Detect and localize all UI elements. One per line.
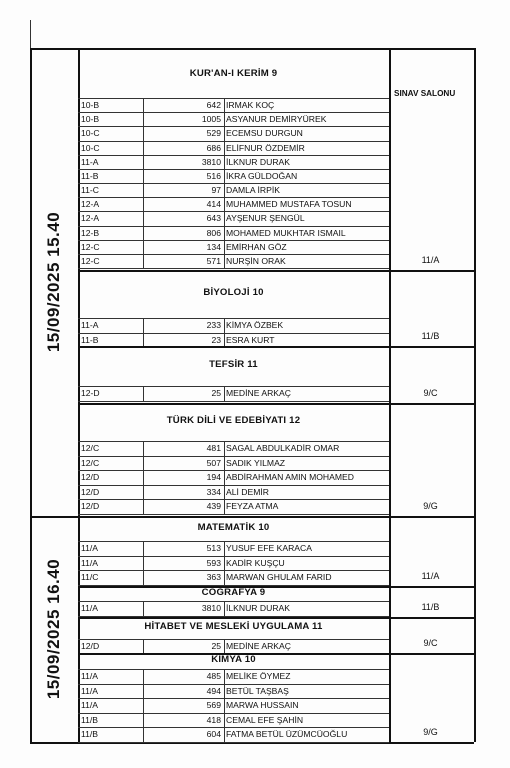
table-cell-student-no: 194 xyxy=(206,472,221,483)
table-cell-class: 10-B xyxy=(81,114,100,125)
table-cell-student-name: FEYZA ATMA xyxy=(226,501,279,512)
row-border xyxy=(78,268,389,269)
table-cell-student-no: 643 xyxy=(206,213,221,224)
table-cell-student-name: KİMYA ÖZBEK xyxy=(226,320,284,330)
exam-hall-label: 9/G xyxy=(423,727,438,737)
session-top-border xyxy=(30,48,474,50)
table-cell-student-name: MEDİNE ARKAÇ xyxy=(226,388,291,398)
cell-border xyxy=(224,211,225,225)
table-cell-student-no: 806 xyxy=(206,227,221,238)
hall-column-border xyxy=(389,403,391,516)
hall-column-border xyxy=(389,48,391,270)
exam-hall-label: 9/C xyxy=(423,638,438,648)
cell-border xyxy=(224,169,225,183)
table-cell-student-no: 507 xyxy=(206,457,221,468)
row-border xyxy=(78,514,389,515)
table-cell-student-name: AYŞENUR ŞENGÜL xyxy=(226,213,305,224)
cell-border xyxy=(224,197,225,211)
table-cell-student-name: NURŞİN ORAK xyxy=(226,255,286,266)
table-cell-student-no: 494 xyxy=(206,685,221,696)
table-cell-student-no: 363 xyxy=(206,572,221,583)
table-cell-student-no: 481 xyxy=(206,443,221,453)
table-cell-class: 11-B xyxy=(81,334,99,345)
cell-border xyxy=(224,541,225,556)
table-cell-student-name: ABDİRAHMAN AMIN MOHAMED xyxy=(226,472,354,483)
group-separator xyxy=(78,403,474,405)
table-cell-student-name: SADIK YILMAZ xyxy=(226,457,286,468)
table-cell-class: 12-B xyxy=(81,227,100,238)
session-date: 15/09/2025 15.40 xyxy=(44,211,63,353)
cell-border xyxy=(224,639,225,654)
cell-border xyxy=(224,333,225,348)
subject-title: TÜRK DİLİ VE EDEBİYATI 12 xyxy=(166,415,301,426)
cell-border xyxy=(224,226,225,240)
cell-border xyxy=(224,126,225,140)
table-cell-student-name: ASYANUR DEMİRYÜREK xyxy=(226,114,327,125)
table-cell-class: 12-C xyxy=(81,241,100,252)
table-cell-student-name: İLKNUR DURAK xyxy=(226,603,290,613)
subject-title: COĞRAFYA 9 xyxy=(201,586,266,598)
cell-border xyxy=(224,155,225,169)
exam-hall-label: 9/C xyxy=(423,388,438,398)
row-border xyxy=(78,742,389,743)
cell-border xyxy=(224,601,225,616)
table-cell-student-name: FATMA BETÜL ÜZÜMCÜOĞLU xyxy=(226,729,348,740)
table-cell-student-no: 513 xyxy=(206,543,221,553)
table-cell-student-no: 604 xyxy=(206,729,221,740)
table-cell-class: 12-A xyxy=(81,213,100,224)
table-cell-student-no: 334 xyxy=(206,486,221,497)
cell-border xyxy=(224,98,225,112)
subject-title: BİYOLOJİ 10 xyxy=(203,287,264,298)
table-cell-student-no: 233 xyxy=(206,320,221,330)
exam-hall-label: 11/A xyxy=(421,571,440,581)
table-cell-student-no: 593 xyxy=(206,557,221,568)
table-cell-class: 12/C xyxy=(81,443,100,453)
table-cell-student-no: 414 xyxy=(206,199,221,210)
table-cell-class: 11-A xyxy=(81,156,99,167)
session-right-border xyxy=(474,516,476,742)
subject-title: TEFSİR 11 xyxy=(209,359,258,370)
cell-border xyxy=(224,485,225,500)
table-cell-student-no: 1005 xyxy=(201,114,221,125)
cell-border xyxy=(224,386,225,401)
table-cell-student-name: DAMLA İRPİK xyxy=(226,185,280,196)
cell-border xyxy=(224,318,225,333)
cell-border xyxy=(224,713,225,728)
table-cell-class: 11/A xyxy=(81,557,99,568)
date-column-border xyxy=(78,48,80,516)
exam-hall-label: 9/G xyxy=(423,501,438,511)
session-date: 15/09/2025 16.40 xyxy=(44,558,63,700)
row-border xyxy=(78,401,389,402)
table-cell-student-no: 569 xyxy=(206,700,221,711)
table-cell-class: 11/B xyxy=(81,729,99,740)
subject-title: HİTABET VE MESLEKİ UYGULAMA 11 xyxy=(144,621,323,632)
subject-title: KUR'AN-I KERİM 9 xyxy=(189,68,278,79)
cell-border xyxy=(224,240,225,254)
table-cell-class: 12/D xyxy=(81,501,100,512)
exam-hall-label: 11/B xyxy=(421,331,440,341)
cell-border xyxy=(224,556,225,571)
group-separator xyxy=(78,346,474,348)
table-cell-class: 11/C xyxy=(81,572,99,583)
table-cell-class: 12-C xyxy=(81,255,100,266)
table-cell-student-name: EMİRHAN GÖZ xyxy=(226,241,287,252)
session-left-border xyxy=(30,48,32,516)
group-separator xyxy=(78,270,474,272)
session-right-border xyxy=(474,48,476,516)
cell-border xyxy=(224,570,225,585)
table-cell-student-name: ALİ DEMİR xyxy=(226,486,269,497)
cell-border xyxy=(224,727,225,742)
subject-title: KİMYA 10 xyxy=(211,654,256,665)
cell-border xyxy=(224,684,225,699)
table-cell-class: 11/B xyxy=(81,714,99,725)
cell-border xyxy=(224,112,225,126)
table-cell-student-no: 686 xyxy=(206,142,221,153)
table-cell-student-name: İKRA GÜLDOĞAN xyxy=(226,170,298,181)
table-cell-student-no: 529 xyxy=(206,128,221,139)
table-cell-student-name: ECEMSU DURGUN xyxy=(226,128,303,139)
table-cell-student-name: YUSUF EFE KARACA xyxy=(226,543,312,553)
table-cell-student-no: 25 xyxy=(211,388,221,398)
table-cell-student-no: 3810 xyxy=(201,156,221,167)
table-cell-student-name: ELİFNUR ÖZDEMİR xyxy=(226,142,305,153)
table-cell-class: 11-C xyxy=(81,185,99,196)
cell-border xyxy=(224,254,225,268)
table-cell-class: 12/D xyxy=(81,486,100,497)
table-cell-student-no: 134 xyxy=(206,241,221,252)
table-cell-student-no: 418 xyxy=(206,714,221,725)
table-cell-student-no: 516 xyxy=(206,170,221,181)
cell-border xyxy=(224,499,225,514)
table-cell-class: 10-C xyxy=(81,142,100,153)
table-cell-student-name: MUHAMMED MUSTAFA TOSUN xyxy=(226,199,352,210)
exam-hall-label: 11/B xyxy=(421,602,440,612)
subject-title: MATEMATİK 10 xyxy=(197,521,270,533)
table-cell-student-name: MEDİNE ARKAÇ xyxy=(226,641,291,651)
table-cell-class: 11/A xyxy=(81,700,99,711)
table-cell-class: 10-C xyxy=(81,128,100,139)
cell-border xyxy=(224,183,225,197)
table-cell-student-no: 642 xyxy=(206,100,221,110)
table-cell-student-name: MARWA HUSSAIN xyxy=(226,700,299,711)
cell-border xyxy=(224,456,225,471)
table-cell-student-no: 439 xyxy=(206,501,221,512)
table-cell-student-name: MOHAMED MUKHTAR ISMAIL xyxy=(226,227,346,238)
table-cell-class: 10-B xyxy=(81,100,100,110)
table-cell-class: 11/A xyxy=(81,543,99,553)
table-cell-student-name: CEMAL EFE ŞAHİN xyxy=(226,714,304,725)
table-cell-student-no: 97 xyxy=(211,185,221,196)
table-cell-class: 11/A xyxy=(81,685,99,696)
table-cell-class: 12/C xyxy=(81,457,100,468)
table-cell-student-no: 25 xyxy=(211,641,221,651)
table-cell-class: 11-A xyxy=(81,320,99,330)
header-sinav-salonu: SINAV SALONU xyxy=(394,89,456,98)
cell-border xyxy=(224,441,225,456)
table-cell-student-name: MELİKE ÖYMEZ xyxy=(226,671,291,681)
table-cell-class: 11/A xyxy=(81,671,99,681)
cell-border xyxy=(224,141,225,155)
table-cell-student-name: BETÜL TAŞBAŞ xyxy=(226,685,289,696)
margin-rule xyxy=(30,20,31,48)
session-top-border xyxy=(30,516,474,518)
table-cell-class: 11-B xyxy=(81,170,99,181)
table-cell-student-no: 3810 xyxy=(201,603,221,613)
table-cell-class: 11/A xyxy=(81,603,99,613)
table-cell-student-name: İLKNUR DURAK xyxy=(226,156,290,167)
table-cell-class: 12/D xyxy=(81,472,100,483)
cell-border xyxy=(224,470,225,485)
group-separator xyxy=(78,617,474,619)
table-cell-student-name: IRMAK KOÇ xyxy=(226,100,275,110)
exam-hall-label: 11/A xyxy=(421,255,440,265)
table-cell-class: 12-A xyxy=(81,199,100,210)
table-cell-student-no: 485 xyxy=(206,671,221,681)
cell-border xyxy=(224,669,225,684)
table-cell-class: 12/D xyxy=(81,641,100,651)
table-cell-student-name: SAGAL ABDULKADİR OMAR xyxy=(226,443,340,453)
table-cell-class: 12-D xyxy=(81,388,100,398)
session-left-border xyxy=(30,516,32,742)
table-cell-student-name: MARWAN GHULAM FARID xyxy=(226,572,332,583)
table-cell-student-no: 571 xyxy=(206,255,221,266)
table-cell-student-no: 23 xyxy=(211,334,221,345)
cell-border xyxy=(224,698,225,713)
table-cell-student-name: ESRA KURT xyxy=(226,334,275,345)
table-cell-student-name: KADİR KUŞÇU xyxy=(226,557,285,568)
